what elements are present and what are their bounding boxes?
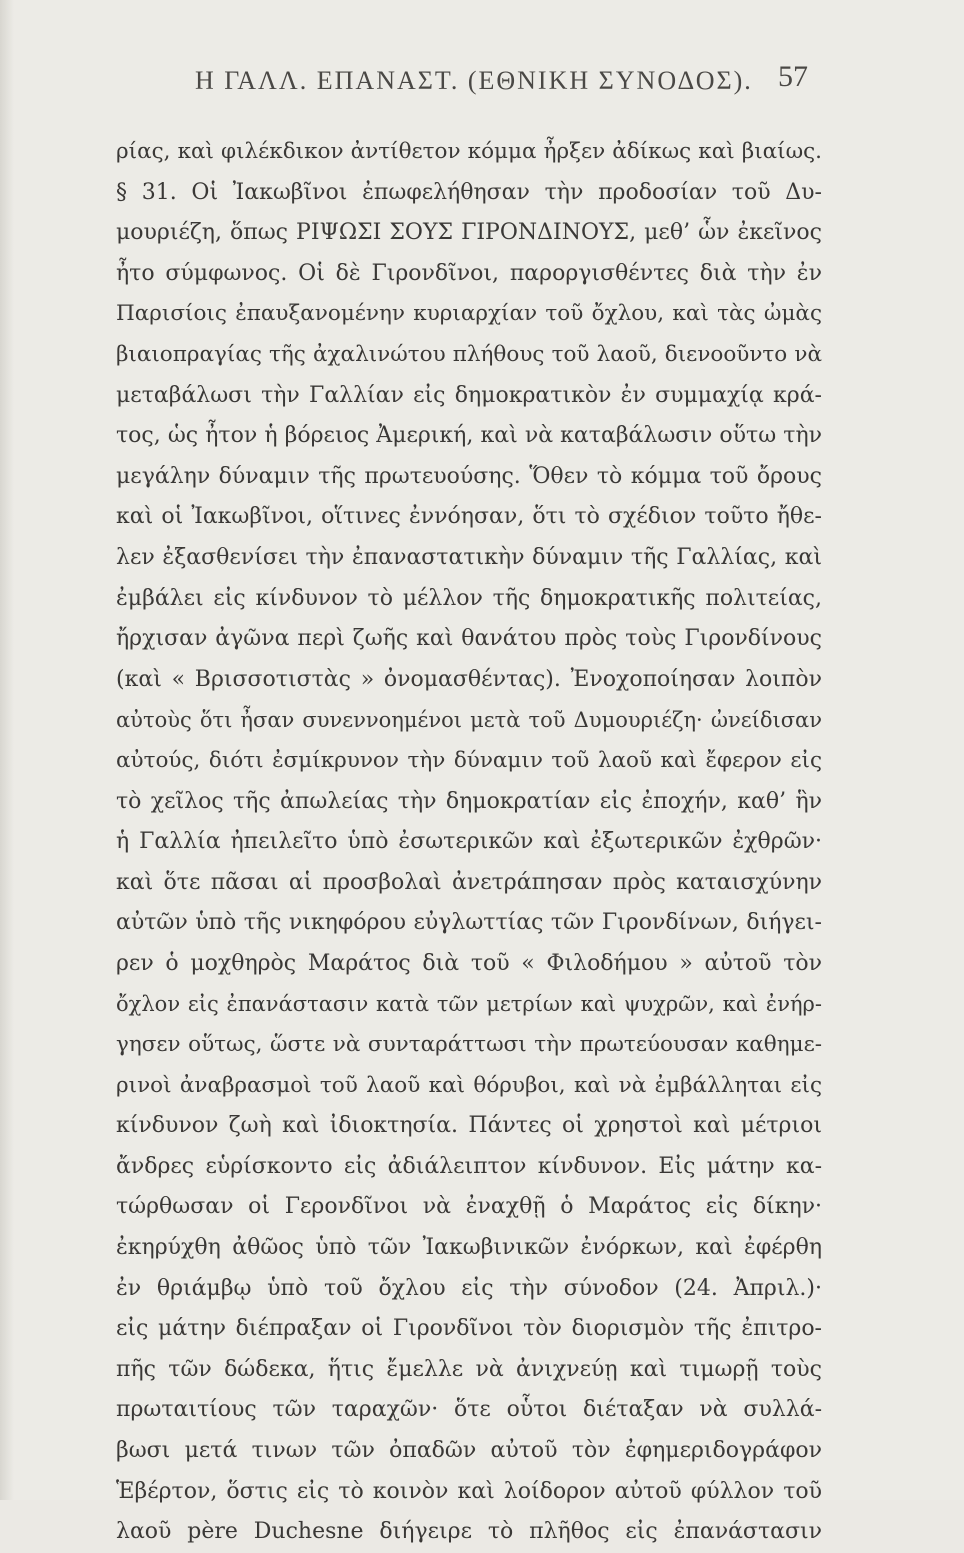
text-line: κίνδυνον ζωὴ καὶ ἰδιοκτησία. Πάντες οἱ χρηστοὶ καὶ μέτριοι (116, 1113, 822, 1139)
text-line: ρίας, καὶ φιλέκδικον ἀντίθετον κόμμα ἦρξεν ἀδίκως καὶ βιαίως. (116, 139, 822, 164)
text-line: γησεν οὕτως, ὥστε νὰ συνταράττωσι τὴν πρωτεύουσαν καθημε- (116, 1032, 822, 1058)
text-line: εἰς μάτην διέπραξαν οἱ Γιρονδῖνοι τὸν διορισμὸν τῆς ἐπιτρο- (116, 1316, 822, 1342)
text-line: τος, ὡς ἦτον ἡ βόρειος Ἀμερική, καὶ νὰ καταβάλωσιν οὕτω τὴν (116, 423, 822, 449)
text-line: αὐτούς, διότι ἐσμίκρυνον τὴν δύναμιν τοῦ λαοῦ καὶ ἔφερον εἰς (116, 747, 822, 773)
text-line: ὄχλον εἰς ἐπανάστασιν κατὰ τῶν μετρίων καὶ ψυχρῶν, καὶ ἐνήρ- (116, 992, 822, 1017)
text-line: ἦτο σύμφωνος. Οἱ δὲ Γιρονδῖνοι, παροργισθέντες διὰ τὴν ἐν (116, 260, 822, 286)
text-line: § 31. Οἱ Ἰακωβῖνοι ἐπωφελήθησαν τὴν προδοσίαν τοῦ Δυ- (116, 179, 822, 205)
text-line: βωσι μετά τινων τῶν ὀπαδῶν αὐτοῦ τὸν ἐφημεριδογράφον (116, 1438, 822, 1463)
text-line: Παρισίοις ἐπαυξανομένην κυριαρχίαν τοῦ ὄχλου, καὶ τὰς ὠμὰς (116, 301, 822, 327)
running-head: Η ΓΑΛΛ. ΕΠΑΝΑΣΤ. (ΕΘΝΙΚΗ ΣΥΝΟΔΟΣ). (195, 66, 753, 95)
text-line: μουριέζη, ὅπως ΡΙΨΩΣΙ ΣΟΥΣ ΓΙΡΟΝΔΙΝΟΥΣ, μεθ’ ὧν ἐκεῖνος (116, 220, 822, 246)
body-text (116, 132, 822, 1553)
text-line: ἄνδρες εὑρίσκοντο εἰς ἀδιάλειπτον κίνδυνον. Εἰς μάτην κα- (116, 1153, 822, 1179)
text-line: λεν ἐξασθενίσει τὴν ἐπαναστατικὴν δύναμιν τῆς Γαλλίας, καὶ (116, 544, 822, 570)
text-line: ρεν ὁ μοχθηρὸς Μαράτος διὰ τοῦ « Φιλοδήμου » αὐτοῦ τὸν (116, 950, 822, 976)
text-line: ἤρχισαν ἀγῶνα περὶ ζωῆς καὶ θανάτου πρὸς τοὺς Γιρονδίνους (116, 626, 822, 652)
text-line: πρωταιτίους τῶν ταραχῶν· ὅτε οὗτοι διέταξαν νὰ συλλά- (116, 1397, 822, 1423)
text-line: αὐτῶν ὑπὸ τῆς νικηφόρου εὐγλωττίας τῶν Γιρονδίνων, διήγει- (116, 910, 822, 936)
page-gutter-shadow (0, 0, 14, 1500)
text-line: καὶ ὅτε πᾶσαι αἱ προσβολαὶ ἀνετράπησαν πρὸς καταισχύνην (116, 869, 822, 895)
text-line: Ἑβέρτον, ὅστις εἰς τὸ κοινὸν καὶ λοίδορον αὐτοῦ φύλλον τοῦ (116, 1478, 822, 1504)
text-line: μεταβάλωσι τὴν Γαλλίαν εἰς δημοκρατικὸν ἐν συμμαχίᾳ κρά- (116, 382, 822, 408)
text-line: (καὶ « Βρισσοτιστὰς » ὀνομασθέντας). Ἐνοχοποίησαν λοιπὸν (116, 666, 822, 692)
text-line: ἐμβάλει εἰς κίνδυνον τὸ μέλλον τῆς δημοκρατικῆς πολιτείας, (116, 585, 822, 611)
text-line: βιαιοπραγίας τῆς ἀχαλινώτου πλήθους τοῦ λαοῦ, διενοοῦντο νὰ (116, 341, 822, 367)
page-number: 57 (778, 60, 808, 93)
text-line: ρινοὶ ἀναβρασμοὶ τοῦ λαοῦ καὶ θόρυβοι, καὶ νὰ ἐμβάλληται εἰς (116, 1072, 822, 1098)
text-line: αὐτοὺς ὅτι ἦσαν συνεννοημένοι μετὰ τοῦ Δυμουριέζη· ὠνείδισαν (116, 708, 822, 733)
text-line: πῆς τῶν δώδεκα, ἥτις ἔμελλε νὰ ἀνιχνεύῃ καὶ τιμωρῇ τοὺς (116, 1356, 822, 1382)
text-line: καὶ οἱ Ἰακωβῖνοι, οἵτινες ἐννόησαν, ὅτι τὸ σχέδιον τοῦτο ἤθε- (116, 504, 822, 530)
text-line: λαοῦ père Duchesne διήγειρε τὸ πλῆθος εἰς ἐπανάστασιν (116, 1519, 822, 1545)
text-line: ἐκηρύχθη ἀθῶος ὑπὸ τῶν Ἰακωβινικῶν ἐνόρκων, καὶ ἐφέρθη (116, 1235, 822, 1261)
text-line: τὸ χεῖλος τῆς ἀπωλείας τὴν δημοκρατίαν εἰς ἐποχήν, καθ’ ἣν (116, 788, 822, 814)
text-line: τώρθωσαν οἱ Γερονδῖνοι νὰ ἐναχθῇ ὁ Μαράτος εἰς δίκην· (116, 1194, 822, 1220)
text-line: ἡ Γαλλία ἠπειλεῖτο ὑπὸ ἐσωτερικῶν καὶ ἐξωτερικῶν ἐχθρῶν· (116, 829, 822, 855)
text-line: ἐν θριάμβῳ ὑπὸ τοῦ ὄχλου εἰς τὴν σύνοδον (24. Ἀπριλ.)· (116, 1275, 822, 1301)
text-line: μεγάλην δύναμιν τῆς πρωτευούσης. Ὅθεν τὸ κόμμα τοῦ ὄρους (116, 463, 822, 489)
